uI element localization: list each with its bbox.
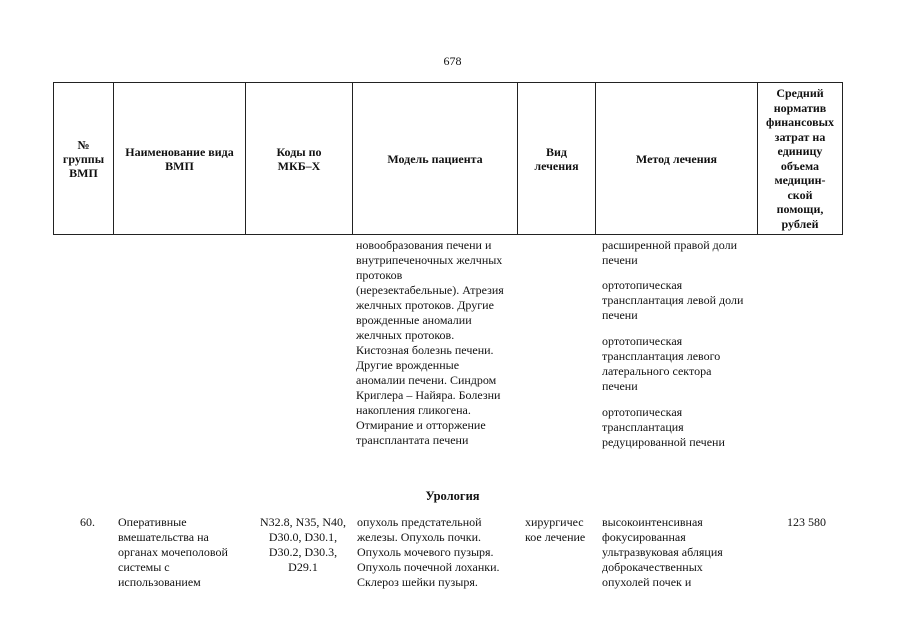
header-average-cost: Средний норматив финансовых затрат на единицу объема медицин- ской помощи, рублей [766,86,834,231]
row-vmp-name: Оперативные вмешательства на органах мочеполовой системы с использованием [118,515,228,589]
continuation-method-2: ортотопическая трансплантация левой доли печени [602,278,744,322]
continuation-patient-model: новообразования печени и внутрипеченочных желчных протоков (нерезектабельные). Атрезия желчных протоков. Другие врожденные аномалии желчных протоков. Кистозная болезнь печени. Другие врожденные аномалии печени. Синдром Криглера – Найяра. Болезни накопления гликогена. Отмирание и отторжение трансплантата печени [356,238,504,447]
row-patient-model: опухоль предстательной железы. Опухоль почки. Опухоль мочевого пузыря. Опухоль почечной лоханки. Склероз шейки пузыря. [357,515,500,589]
row-icd-codes: N32.8, N35, N40, D30.0, D30.1, D30.2, D30.3, D29.1 [260,515,346,574]
header-patient-model: Модель пациента [387,151,483,166]
continuation-method-1: расширенной правой доли печени [602,238,738,267]
header-group-number: № группы ВМП [62,137,105,180]
continuation-method-3: ортотопическая трансплантация левого латерального сектора печени [602,334,721,393]
continuation-method-4: ортотопическая трансплантация редуцированной печени [602,405,725,449]
row-treatment-type: хирургичес кое лечение [525,515,586,544]
row-group-number: 60. [80,515,95,529]
header-icd-codes: Коды по МКБ–Х [276,144,322,173]
header-vmp-name: Наименование вида ВМП [125,144,234,173]
col-border-7 [842,82,843,235]
header-treatment-method: Метод лечения [635,151,718,166]
header-bottom-border [53,234,842,235]
page-number: 678 [443,54,462,68]
section-title-urology: Урология [425,489,480,503]
row-treatment-method: высокоинтенсивная фокусированная ультразвуковая абляция доброкачественных опухолей почек и [602,515,723,589]
header-treatment-type: Вид лечения [534,144,579,173]
row-average-cost: 123 580 [787,515,826,529]
